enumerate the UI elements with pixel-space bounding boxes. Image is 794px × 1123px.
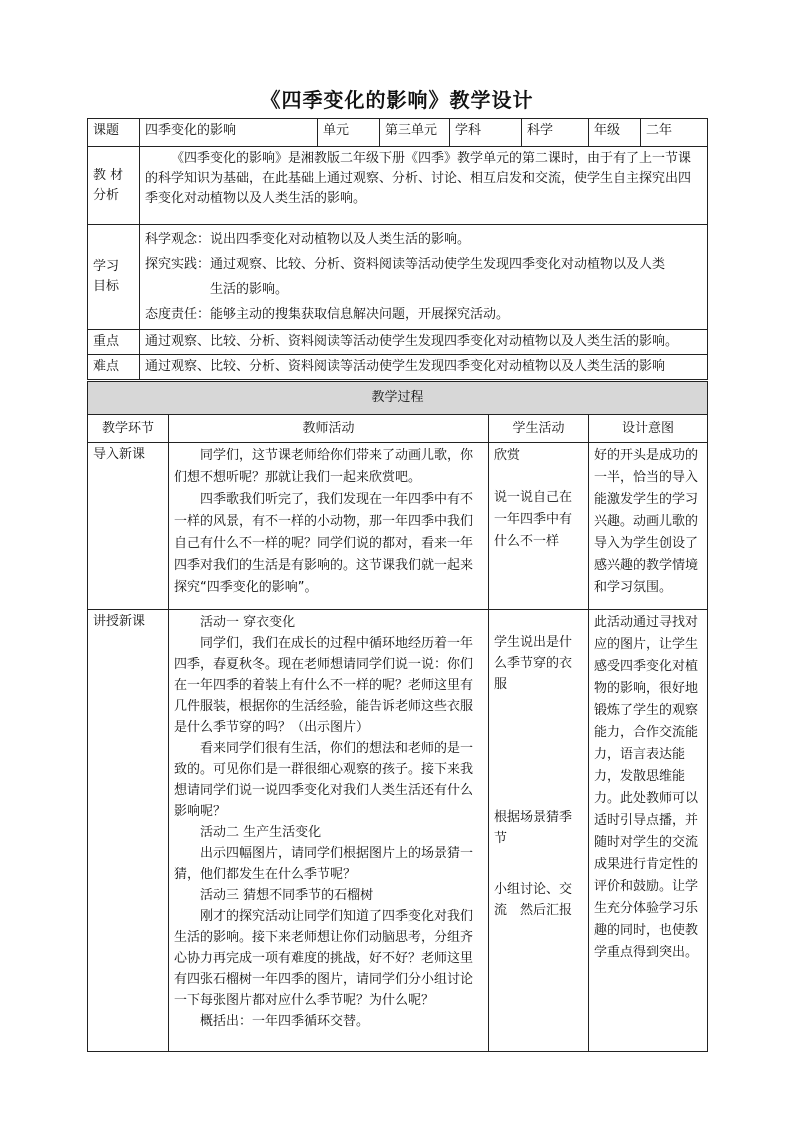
goals-label-1: 学习 — [93, 259, 120, 274]
difficult-point-label: 难点 — [88, 355, 140, 380]
grade-label: 年级 — [589, 119, 641, 147]
col-student-header: 学生活动 — [489, 415, 589, 443]
goals-text-cell — [140, 225, 708, 330]
intro-teacher-p2: 四季歌我们听完了，我们发现在一年四季中有不一样的风景，有不一样的小动物，那一年四季中我们自己有什么不一样的呢？同学们说的都对，看来一年四季对我们的生活是有影响的。这节课我们就一起来探究“四季变化的影响”。 — [174, 492, 474, 595]
process-section-title: 教学过程 — [88, 382, 708, 415]
col-stage-header: 教学环节 — [88, 415, 169, 443]
intro-student-1: 欣赏 — [494, 448, 521, 463]
new-student-3: 小组讨论、交流 然后汇报 — [494, 882, 573, 918]
difficult-point-text: 通过观察、比较、分析、资料阅读等活动使学生发现四季变化对动植物以及人类生活的影响 — [140, 355, 708, 380]
key-point-text: 通过观察、比较、分析、资料阅读等活动使学生发现四季变化对动植物以及人类生活的影响。 — [140, 330, 708, 355]
goal-inquiry-practice-cont: 生活的影响。 — [210, 282, 289, 297]
intro-intent: 好的开头是成功的一半，恰当的导入能激发学生的学习兴趣。动画儿歌的导入为学生创设了感兴趣的教学情境和学习氛围。 — [589, 443, 708, 610]
activity1-p1: 同学们，我们在成长的过程中循环地经历着一年四季，春夏秋冬。现在老师想请同学们说一说：你们在一年四季的着装上有什么不一样的呢？老师这里有几件服装，根据你的生活经验，能告诉老师这些衣服是什么季节穿的吗？（出示图片） — [174, 636, 474, 735]
col-intent-header: 设计意图 — [589, 415, 708, 443]
intro-stage: 导入新课 — [88, 443, 169, 610]
intro-teacher-p1: 同学们，这节课老师给你们带来了动画儿歌，你们想不想听呢？那就让我们一起来欣赏吧。 — [174, 448, 474, 485]
grade-value: 二年 — [641, 119, 708, 147]
activity3-p1: 刚才的探究活动让同学们知道了四季变化对我们生活的影响。接下来老师想让你们动脑思考，分组齐心协力再完成一项有难度的挑战，好不好？老师这里有四张石榴树一年四季的图片，请同学们分小组讨论一下每张图片都对应什么季节呢？为什么呢？ — [174, 909, 474, 1008]
goals-label-2: 目标 — [93, 279, 120, 294]
analysis-label-cell — [88, 147, 140, 225]
activity1-p2: 看来同学们很有生活，你们的想法和老师的是一致的。可见你们是一群很细心观察的孩子。接下来我想请同学们说一说四季变化对我们人类生活还有什么影响呢？ — [174, 741, 474, 819]
analysis-label-2: 分析 — [93, 187, 120, 203]
topic-value: 四季变化的影响 — [140, 119, 318, 147]
key-point-row — [88, 330, 708, 355]
activity3-title: 活动三 猜想不同季节的石榴树 — [200, 888, 374, 903]
subject-label: 学科 — [450, 119, 522, 147]
header-row — [88, 119, 708, 147]
difficult-point-row — [88, 355, 708, 380]
goals-row — [88, 225, 708, 330]
goals-label-cell — [88, 225, 140, 330]
goal-attitude: 态度责任：能够主动的搜集获取信息解决问题，开展探究活动。 — [145, 307, 510, 322]
intro-teacher-cell — [169, 443, 489, 610]
intro-row — [88, 443, 708, 610]
intro-student-2: 说一说自己在一年四季中有什么不一样 — [494, 490, 573, 549]
goal-inquiry-practice: 探究实践：通过观察、比较、分析、资料阅读等活动使学生发现四季变化对动植物以及人类 — [145, 257, 666, 272]
col-teacher-header: 教师活动 — [169, 415, 489, 443]
new-student-cell — [489, 610, 589, 1052]
activity1-title: 活动一 穿衣变化 — [200, 615, 296, 630]
analysis-text: 《四季变化的影响》是湘教版二年级下册《四季》教学单元的第二课时，由于有了上一节课的科学知识为基础，在此基础上通过观察、分析、讨论、相互启发和交流，使学生自主探究出四季变化对动植物以及人类生活的影响。 — [145, 151, 692, 206]
page-title: 《四季变化的影响》教学设计 — [260, 88, 534, 112]
new-lesson-row — [88, 610, 708, 1052]
unit-label: 单元 — [318, 119, 380, 147]
activity2-p1: 出示四幅图片，请同学们根据图片上的场景猜一猜，他们都发生在什么季节呢？ — [174, 846, 474, 882]
goal-science-concept: 科学观念：说出四季变化对动植物以及人类生活的影响。 — [145, 232, 471, 247]
new-stage: 讲授新课 — [88, 610, 169, 1052]
summary-text: 概括出：一年四季循环交替。 — [200, 1014, 370, 1029]
teaching-process-table — [87, 381, 708, 1052]
lesson-info-table — [87, 118, 708, 380]
process-header-row — [88, 415, 708, 443]
new-teacher-cell — [169, 610, 489, 1052]
analysis-text-cell — [140, 147, 708, 225]
new-intent: 此活动通过寻找对应的图片，让学生感受四季变化对植物的影响，很好地锻炼了学生的观察能力，合作交流能力，语言表达能力，发散思维能力。此处教师可以适时引导点播，并随时对学生的交流成果进行肯定性的评价和鼓励。让学生充分体验学习乐趣的同时，也使教学重点得到突出。 — [589, 610, 708, 1052]
analysis-row — [88, 147, 708, 225]
unit-value: 第三单元 — [380, 119, 450, 147]
subject-value: 科学 — [522, 119, 589, 147]
new-student-1: 学生说出是什么季节穿的衣服 — [494, 635, 573, 692]
key-point-label: 重点 — [88, 330, 140, 355]
activity2-title: 活动二 生产生活变化 — [200, 825, 322, 840]
analysis-label-1: 教 材 — [93, 167, 124, 183]
intro-student-cell — [489, 443, 589, 610]
topic-label: 课题 — [88, 119, 140, 147]
new-student-2: 根据场景猜季节 — [494, 810, 573, 846]
process-title-row — [88, 382, 708, 415]
